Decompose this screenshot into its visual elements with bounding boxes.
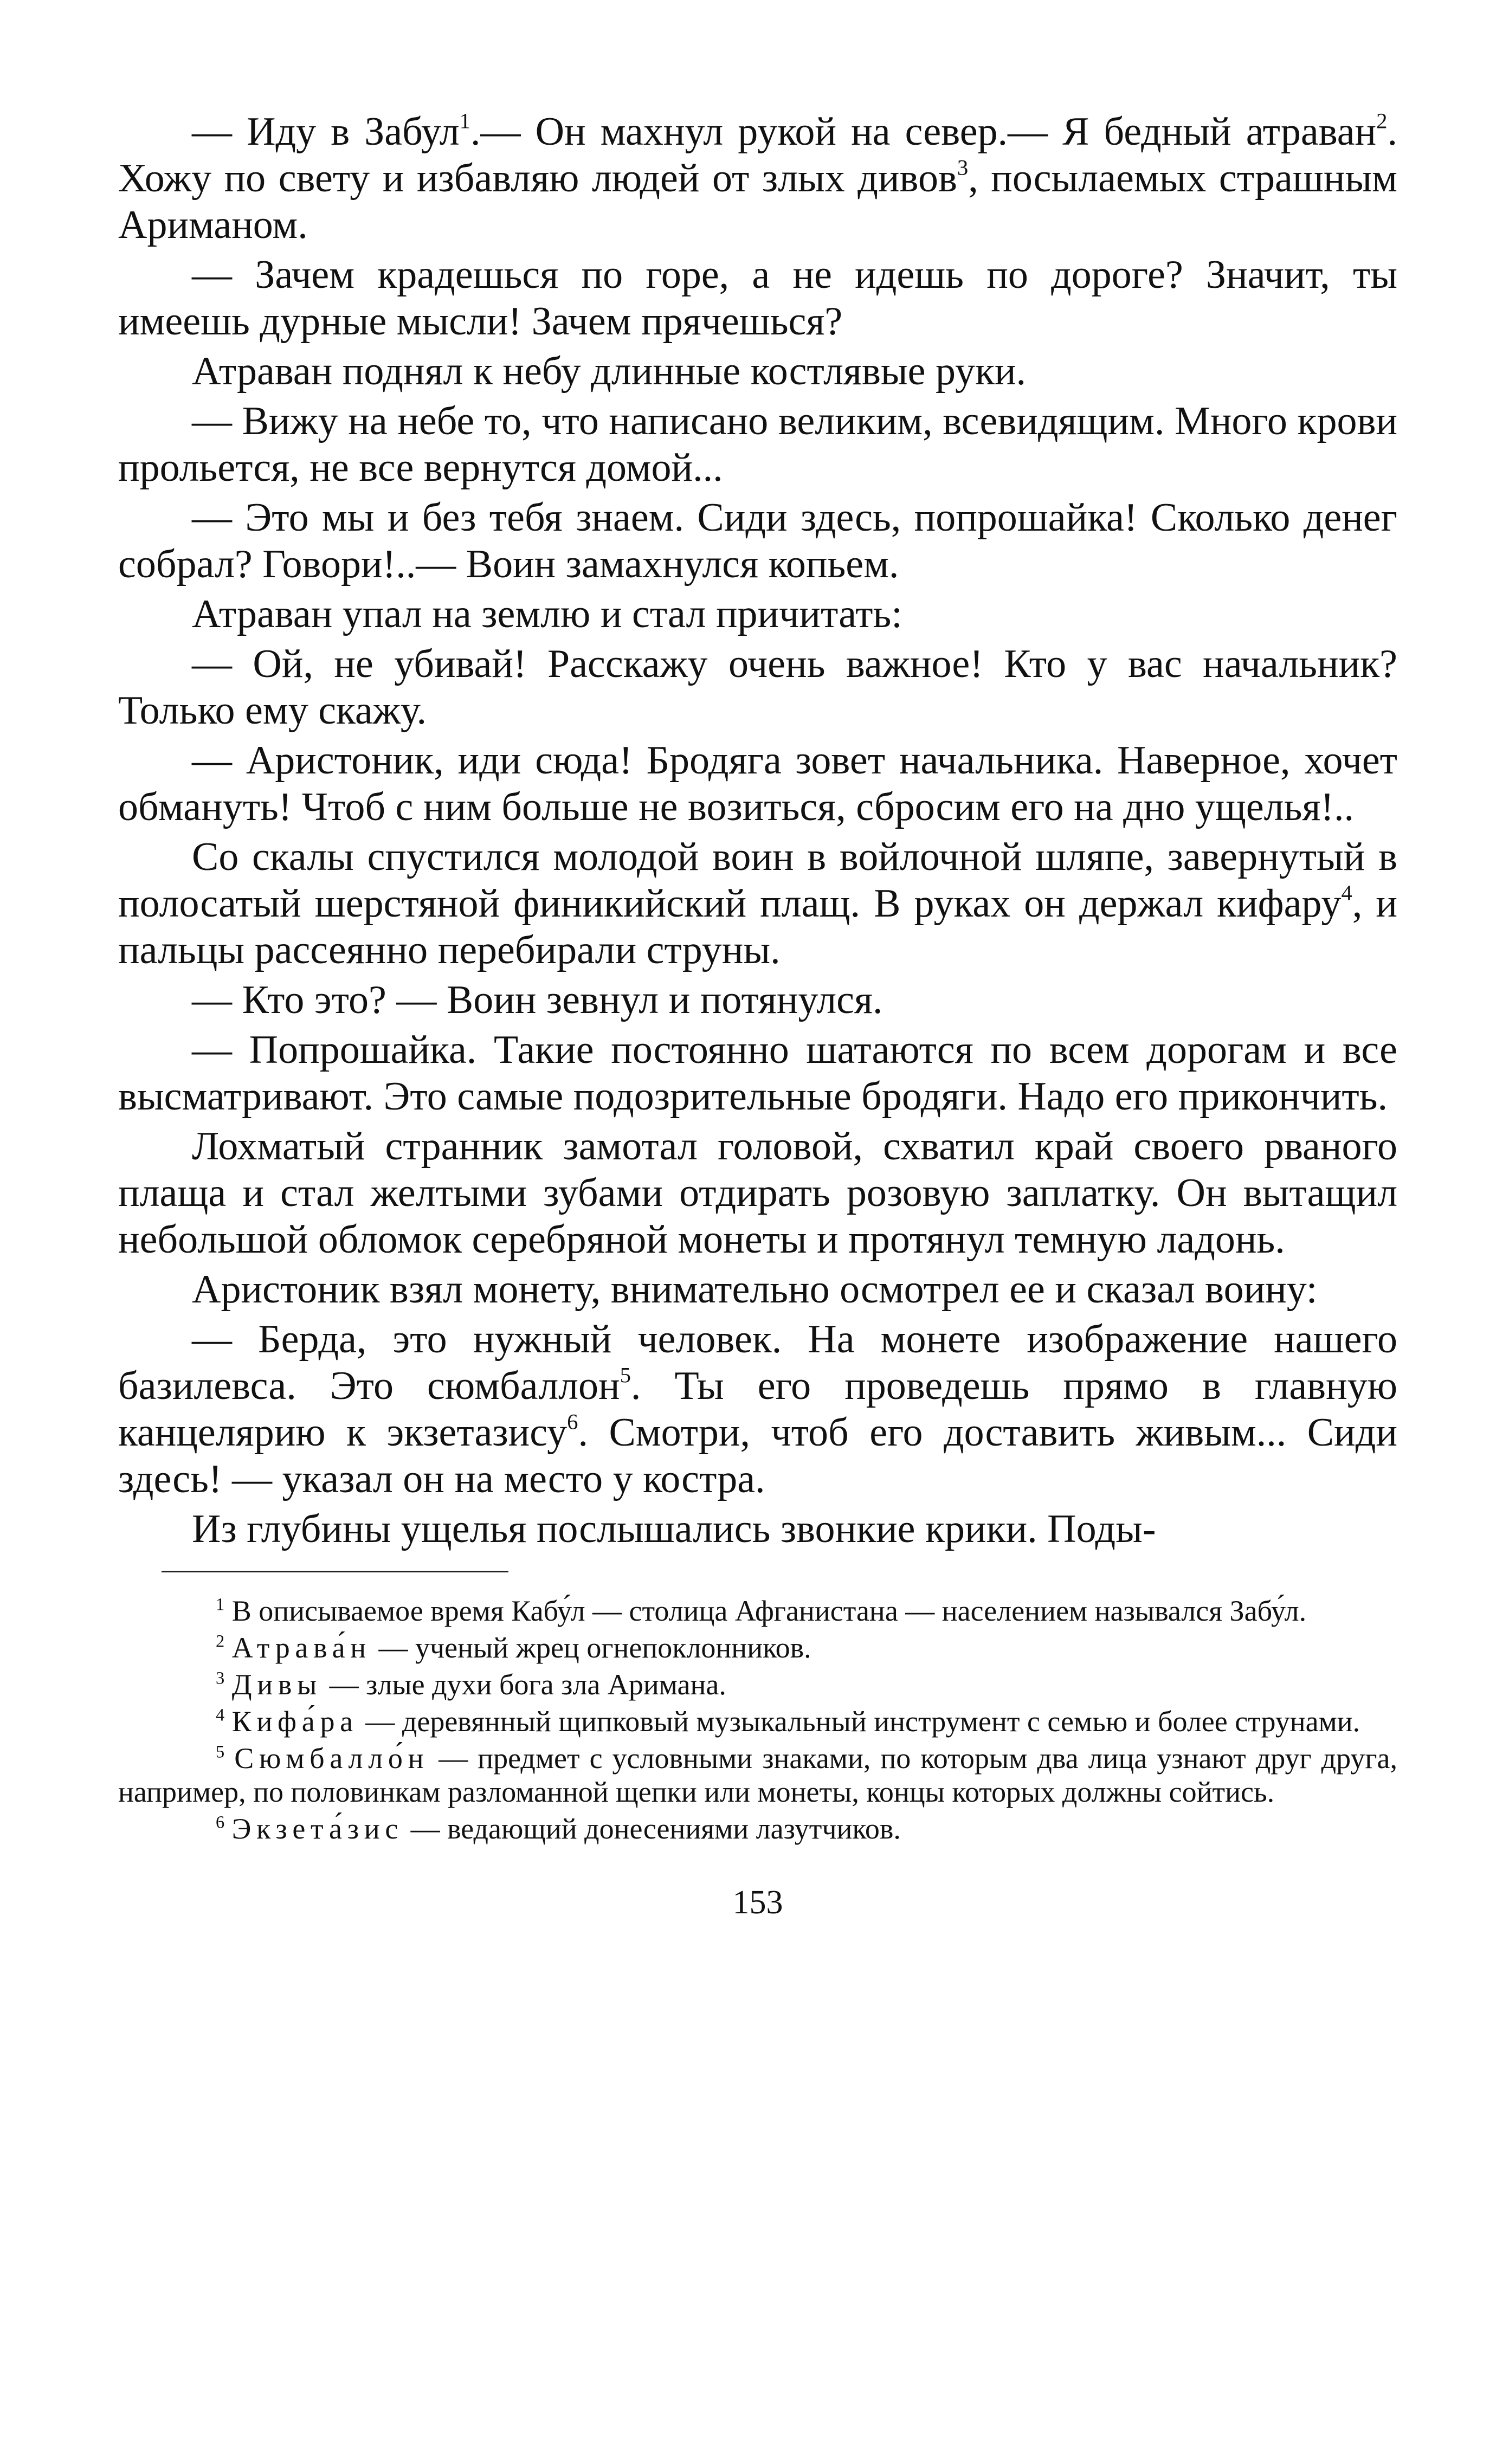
footnote: $^6$ Экзета́зис — ведающий донесениями лазутчиков. (216, 1812, 901, 1845)
footnote: $^5$ Сюмбалло́н — предмет с условными знаками, по которым два лица узнают друг друга, например, по половинкам разломанной щепки или монеты, концы которых должны сойтись. (118, 1742, 1398, 1808)
paragraph: — Это мы и без тебя знаем. Сиди здесь, попрошайка! Сколько денег собрал? Говори!..— Воин замахнулся копьем. (118, 495, 1397, 586)
main-text (118, 108, 1397, 1552)
footnote-ref[interactable]: 6 (567, 1409, 578, 1434)
paragraph: — Кто это? — Воин зевнул и потянулся. (192, 978, 883, 1022)
paragraph: — Зачем крадешься по горе, а не идешь по дороге? Значит, ты имеешь дурные мысли! Зачем прячешься? (118, 253, 1397, 344)
footnote-ref[interactable]: 3 (957, 155, 969, 180)
paragraph: — Аристоник, иди сюда! Бродяга зовет начальника. Наверное, хочет обмануть! Чтоб с ним больше не возиться, сбросим его на дно ущелья!.. (118, 738, 1397, 829)
paragraph: — Берда, это нужный человек. На монете изображение нашего базилевса. Это сюмбаллон$^5$. Ты его проведешь прямо в главную канцелярию к экзетазису$^6$. Смотри, чтоб его доставить живым... Сиди здесь! — указал он на место у костра. (118, 1317, 1398, 1501)
paragraph: — Иду в Забул$^1$.— Он махнул рукой на север.— Я бедный атраван$^2$. Хожу по свету и избавляю людей от злых дивов$^3$, посылаемых страшным Ариманом. (118, 108, 1397, 247)
footnote-ref[interactable]: 1 (459, 108, 471, 133)
footnote-term: Атрава́н (231, 1631, 371, 1664)
footnote-ref[interactable]: 4 (1341, 880, 1352, 905)
page-number: 153 (732, 1884, 783, 1921)
footnote-number: 3 (216, 1668, 225, 1688)
footnote-number: 4 (216, 1705, 225, 1725)
paragraph: — Вижу на небе то, что написано великим, всевидящим. Много крови прольется, не все вернутся домой... (118, 399, 1397, 490)
paragraph: Атраван упал на землю и стал причитать: (192, 592, 902, 636)
footnote-term: Дивы (231, 1668, 323, 1701)
paragraph: Атраван поднял к небу длинные костлявые руки. (192, 349, 1027, 394)
footnote-ref[interactable]: 5 (620, 1363, 631, 1388)
footnotes (118, 1594, 1397, 1846)
footnote-number: 5 (216, 1742, 225, 1762)
book-page (118, 108, 1397, 1922)
footnote-term: Кифа́ра (231, 1705, 358, 1738)
footnote-number: 6 (216, 1812, 225, 1833)
footnote-ref[interactable]: 2 (1376, 108, 1388, 133)
footnote-divider (162, 1571, 508, 1572)
footnote: $^2$ Атрава́н — ученый жрец огнепоклонников. (216, 1631, 811, 1664)
footnote-term: Экзета́зис (231, 1812, 404, 1845)
footnote: $^1$ В описываемое время Кабу́л — столица Афганистана — населением назывался Забу́л. (216, 1595, 1307, 1627)
paragraph: — Ой, не убивай! Расскажу очень важное! Кто у вас начальник? Только ему скажу. (118, 642, 1397, 733)
paragraph: Лохматый странник замотал головой, схватил край своего рваного плаща и стал желтыми зубами отдирать розовую заплатку. Он вытащил небольшой обломок серебряной монеты и протянул темную ладонь. (118, 1124, 1397, 1262)
paragraph: — Попрошайка. Такие постоянно шатаются по всем дорогам и все высматривают. Это самые подозрительные бродяги. Надо его прикончить. (118, 1028, 1397, 1119)
footnote: $^4$ Кифа́ра — деревянный щипковый музыкальный инструмент с семью и более струнами. (216, 1705, 1360, 1738)
paragraph: Со скалы спустился молодой воин в войлочной шляпе, завернутый в полосатый шерстяной финикийский плащ. В руках он держал кифару$^4$, и пальцы рассеянно перебирали струны. (118, 835, 1397, 972)
footnote: $^3$ Дивы — злые духи бога зла Аримана. (216, 1668, 726, 1701)
paragraph: Аристоник взял монету, внимательно осмотрел ее и сказал воину: (192, 1267, 1318, 1312)
footnote-number: 1 (216, 1595, 225, 1615)
footnote-term: Сюмбалло́н (234, 1742, 429, 1775)
paragraph: Из глубины ущелья послышались звонкие крики. Поды- (192, 1507, 1156, 1551)
footnote-number: 2 (216, 1631, 225, 1652)
